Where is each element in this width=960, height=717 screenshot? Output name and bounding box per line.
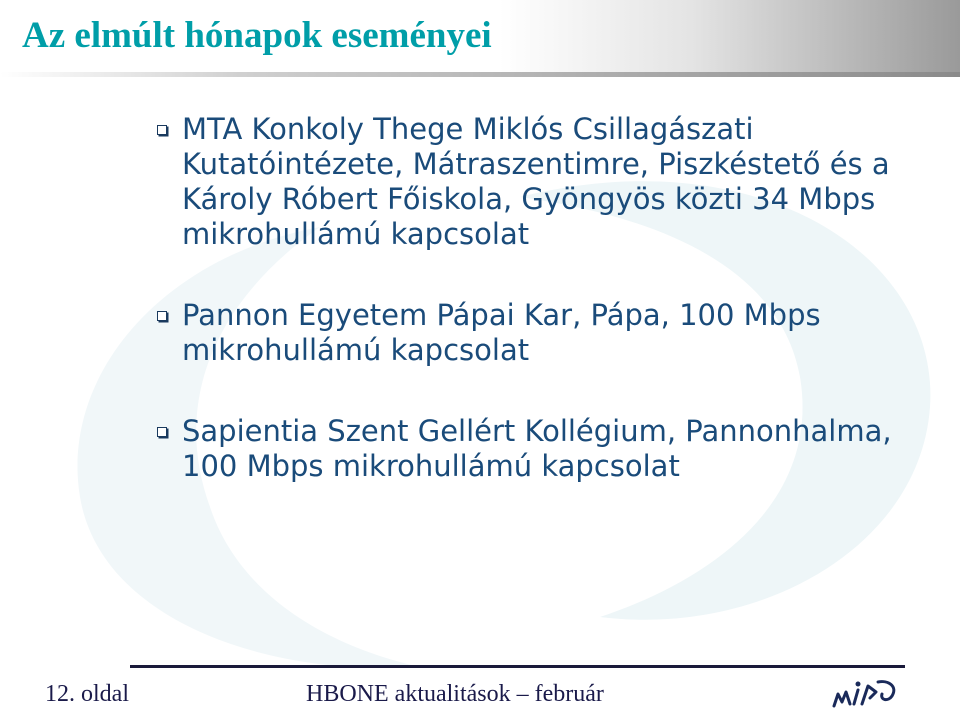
page-number: 12. oldal <box>45 681 129 707</box>
footer-rule <box>130 665 905 668</box>
bullet-item <box>155 414 915 484</box>
niif-logo-icon <box>832 676 902 712</box>
footer-caption: HBONE aktualitások – február <box>306 681 604 707</box>
bullet-text: MTA Konkoly Thege Miklós Csillagászati Kutatóintézete, Mátraszentimre, Piszkéstető és a Károly Róbert Főiskola, Gyöngyös közti 34 Mbps mikrohullámú kapcsolat <box>182 112 890 251</box>
bullet-list <box>155 112 915 484</box>
hollow-square-bullet-icon <box>157 311 167 321</box>
bullet-item <box>155 298 915 368</box>
hollow-square-bullet-icon <box>157 125 167 135</box>
bullet-text: Pannon Egyetem Pápai Kar, Pápa, 100 Mbps mikrohullámú kapcsolat <box>182 298 821 367</box>
hollow-square-bullet-icon <box>157 427 167 437</box>
bullet-item <box>155 112 915 252</box>
slide-title: Az elmúlt hónapok eseményei <box>22 15 492 56</box>
bullet-text: Sapientia Szent Gellért Kollégium, Pannonhalma, 100 Mbps mikrohullámú kapcsolat <box>182 414 892 483</box>
